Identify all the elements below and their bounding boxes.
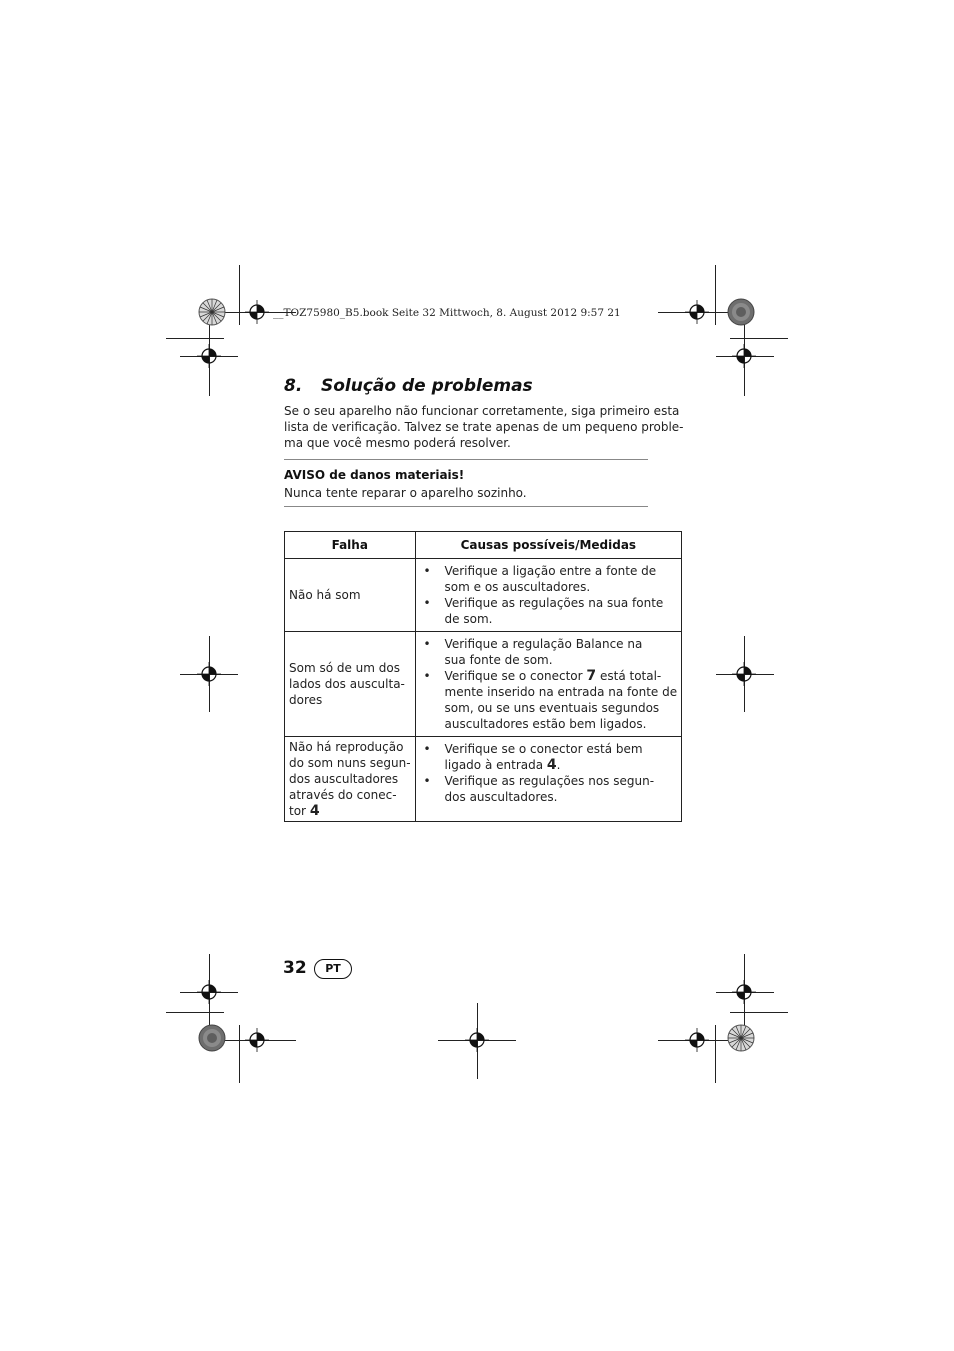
density-target-icon (198, 1024, 226, 1052)
registration-target-icon (465, 1028, 489, 1052)
registration-target-icon (197, 980, 221, 1004)
fault-line: tor (289, 804, 306, 818)
intro-line: Se o seu aparelho não funcionar corretamente, siga primeiro esta (284, 404, 680, 418)
fault-line: através do conec- (289, 788, 397, 802)
registration-target-icon (197, 662, 221, 686)
crop-mark (239, 265, 240, 325)
table-row (285, 632, 682, 737)
part-number-4: 4 (309, 803, 320, 819)
registration-target-icon (732, 662, 756, 686)
warning-bottom-rule (284, 506, 648, 507)
causes-cell (415, 737, 682, 822)
warning-top-rule (284, 459, 648, 460)
registration-target-icon (685, 1028, 709, 1052)
fault-line: Não há reprodução (289, 740, 404, 754)
registration-target-icon (732, 980, 756, 1004)
table-header-row (285, 532, 682, 559)
registration-target-icon (732, 344, 756, 368)
cause-item: • Verifique a ligação entre a fonte de som e os auscultadores. (423, 564, 657, 594)
star-target-icon (198, 298, 226, 326)
registration-target-icon (197, 344, 221, 368)
part-number-7: 7 (586, 668, 597, 684)
cause-item: • Verifique a regulação Balance na sua fonte de som. (423, 637, 643, 667)
column-header-fault: Falha (285, 532, 416, 559)
crop-mark (730, 1012, 788, 1013)
fault-cell (285, 559, 416, 632)
section-heading (284, 376, 533, 396)
column-header-causes: Causas possíveis/Medidas (415, 532, 682, 559)
table-row (285, 559, 682, 632)
crop-mark (239, 1025, 240, 1083)
crop-mark (166, 1012, 224, 1013)
troubleshooting-table (284, 531, 682, 822)
intro-paragraph (284, 403, 684, 451)
crop-mark (730, 338, 788, 339)
crop-mark (715, 1025, 716, 1083)
fault-line: Som só de um dos (289, 661, 401, 675)
cause-item: • Verifique se o conector 7 está total- mente inserido na entrada na fonte de som, ou se uns eventuais segundos auscultadores estão bem ligados. (423, 668, 678, 731)
causes-cell (415, 559, 682, 632)
registration-target-icon (245, 1028, 269, 1052)
section-title: Solução de problemas (321, 376, 533, 396)
causes-cell (415, 632, 682, 737)
registration-target-icon (245, 300, 269, 324)
registration-target-icon (685, 300, 709, 324)
warning-title: AVISO de danos materiais! (284, 468, 465, 482)
fault-line: lados dos ausculta- (289, 677, 405, 691)
section-number: 8. (284, 376, 303, 396)
part-number-4: 4 (546, 757, 557, 773)
crop-mark (715, 265, 716, 325)
intro-line: lista de verificação. Talvez se trate apenas de um pequeno proble- (284, 420, 684, 434)
fault-line: do som nuns segun- (289, 756, 411, 770)
fault-line: Não há som (289, 588, 361, 602)
fault-cell (285, 737, 416, 822)
table-row (285, 737, 682, 822)
file-slug: __TOZ75980_B5.book Seite 32 Mittwoch, 8. August 2012 9:57 21 (273, 307, 621, 319)
warning-text: Nunca tente reparar o aparelho sozinho. (284, 486, 527, 500)
cause-item: • Verifique se o conector está bem ligado à entrada 4. (423, 742, 643, 773)
intro-line: ma que você mesmo poderá resolver. (284, 436, 511, 450)
page-number: 32 (283, 958, 307, 978)
fault-line: dores (289, 693, 323, 707)
cause-item: • Verifique as regulações na sua fonte de som. (423, 596, 664, 626)
fault-line: dos auscultadores (289, 772, 399, 786)
cause-item: • Verifique as regulações nos segun- dos auscultadores. (423, 774, 655, 804)
fault-cell (285, 632, 416, 737)
star-target-icon (727, 1024, 755, 1052)
language-badge: PT (314, 959, 352, 979)
density-target-icon (727, 298, 755, 326)
crop-mark (166, 338, 224, 339)
